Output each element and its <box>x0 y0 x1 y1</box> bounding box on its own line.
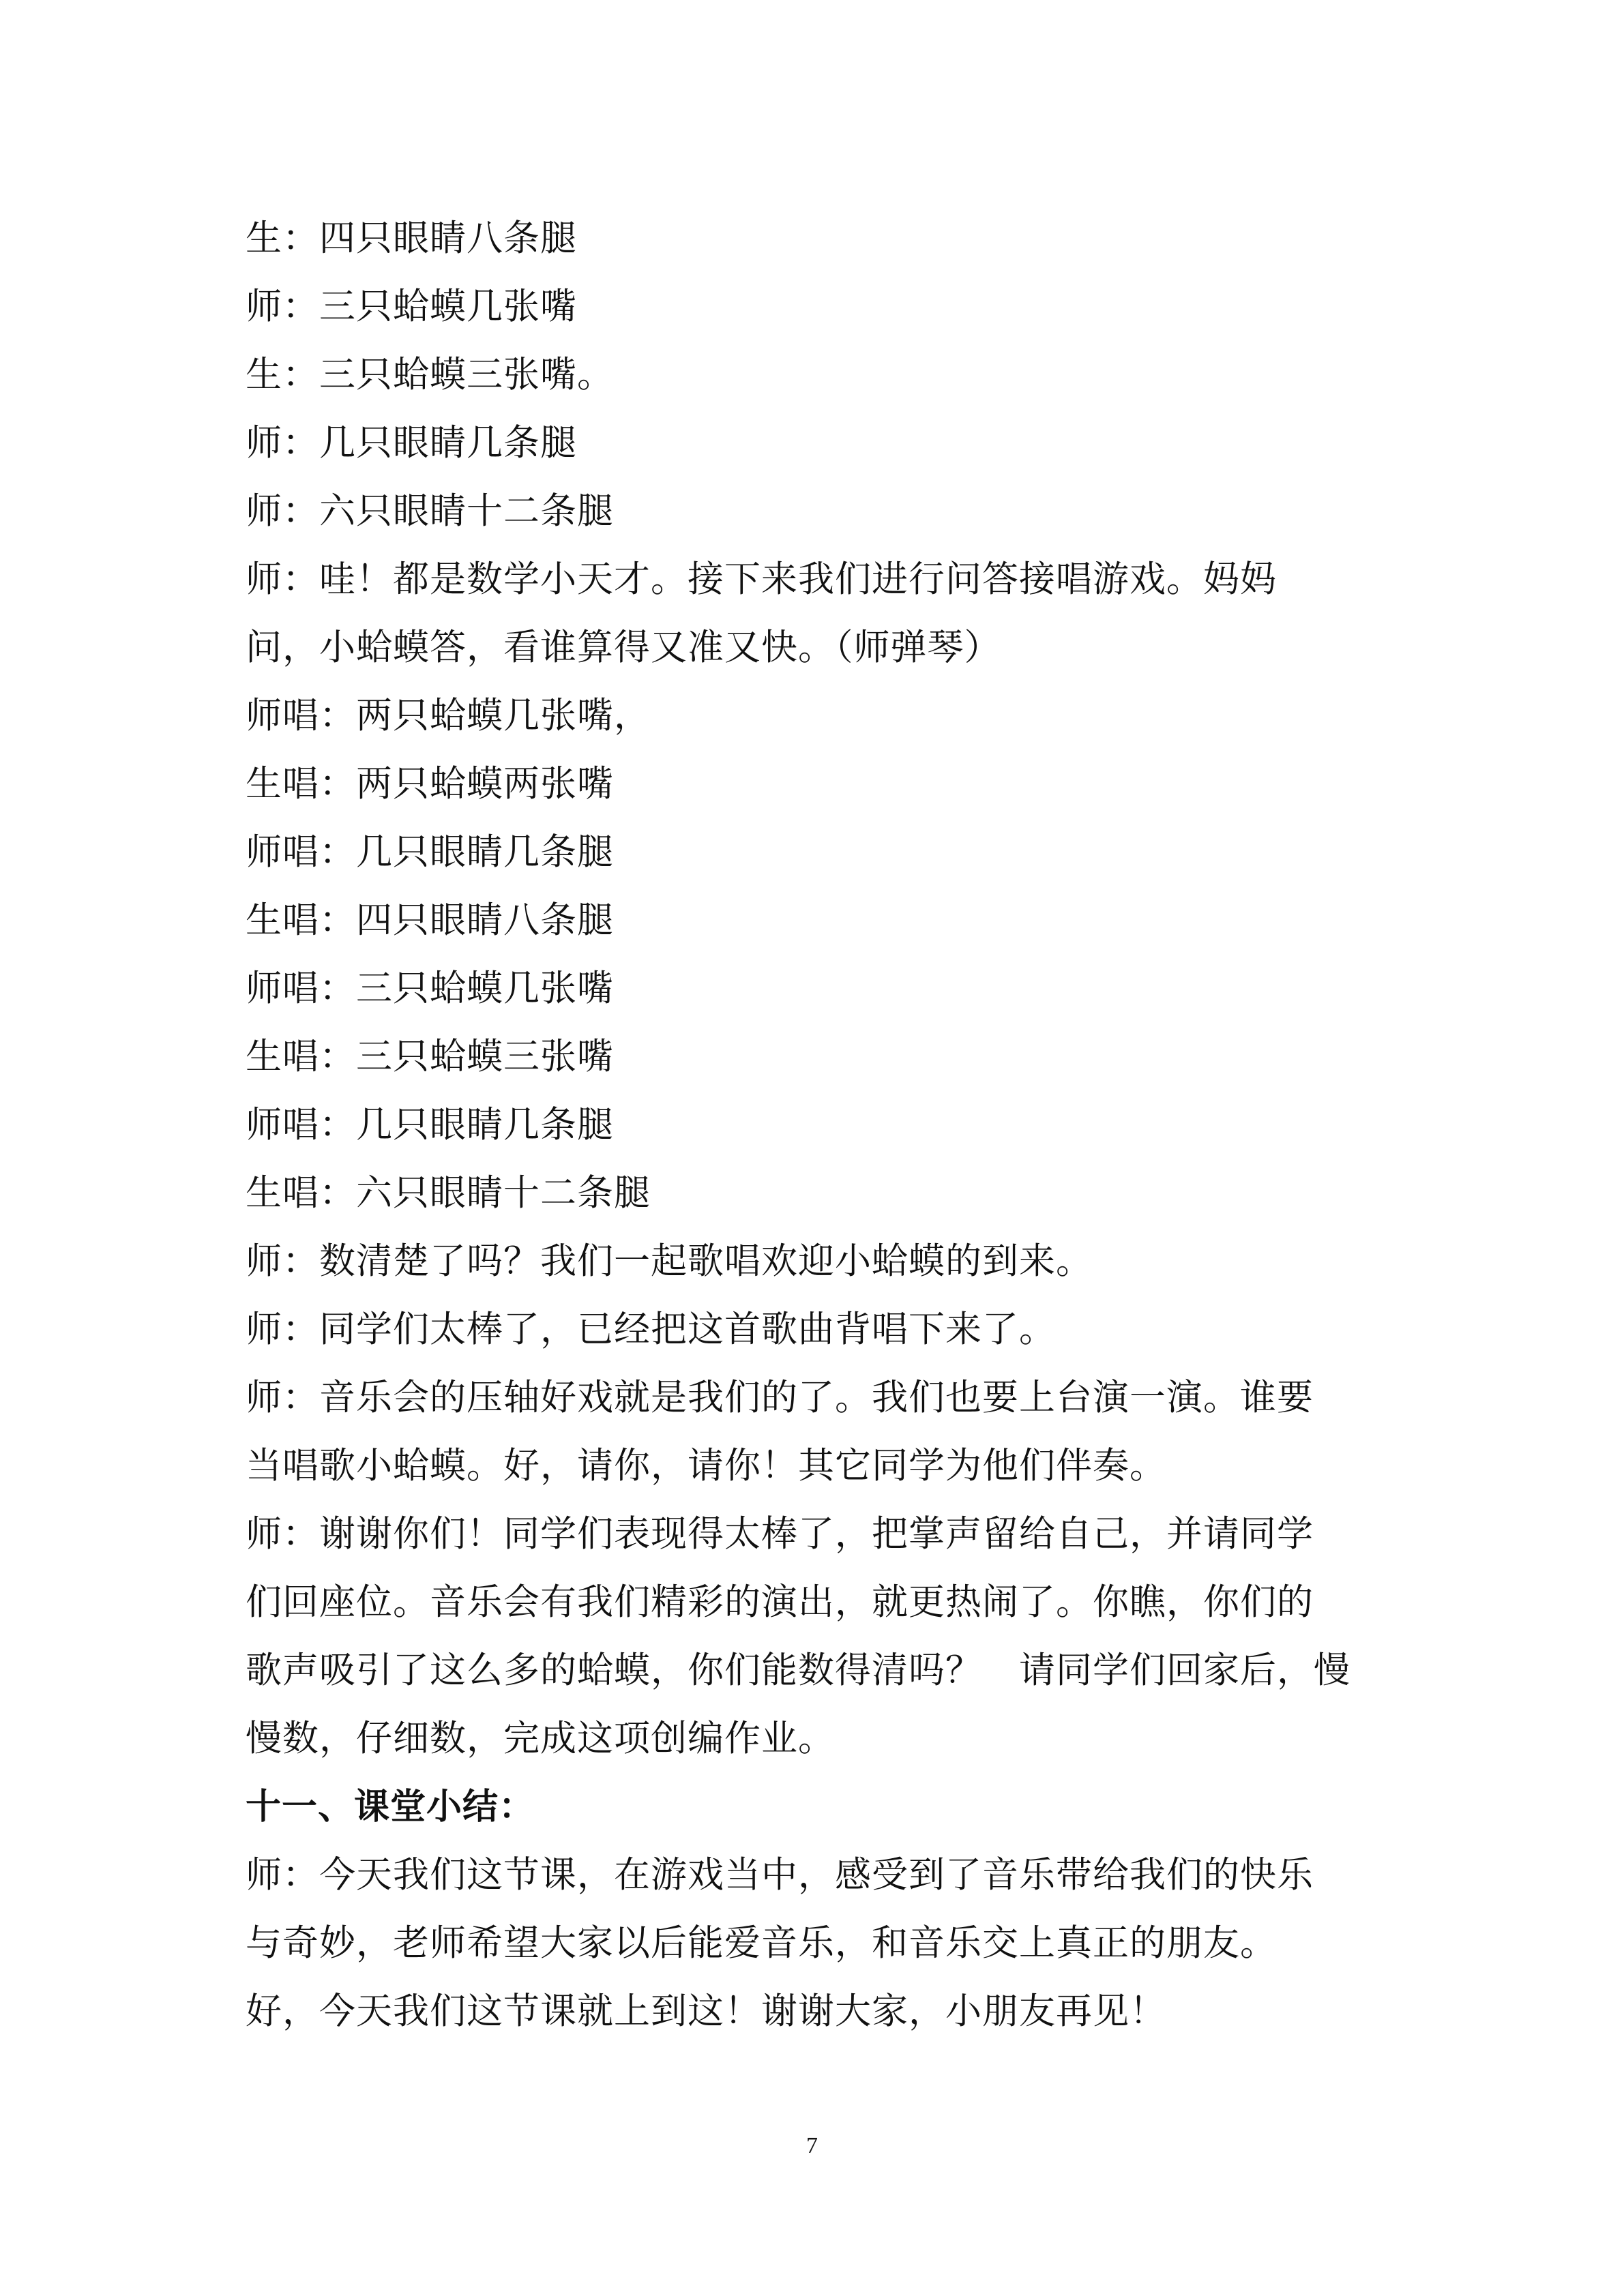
text-line: 师：几只眼睛几条腿 <box>246 422 577 464</box>
text-line: 慢数，仔细数，完成这项创编作业。 <box>246 1718 835 1759</box>
text-line: 生：三只蛤蟆三张嘴。 <box>246 354 614 396</box>
text-line: 师唱：几只眼睛几条腿 <box>246 1104 614 1146</box>
text-line: 师唱：三只蛤蟆几张嘴 <box>246 968 614 1009</box>
text-line: 师：今天我们这节课，在游戏当中，感受到了音乐带给我们的快乐 <box>246 1854 1314 1896</box>
text-line: 师：谢谢你们！同学们表现得太棒了，把掌声留给自己，并请同学 <box>246 1513 1314 1555</box>
text-line: 好，今天我们这节课就上到这！谢谢大家，小朋友再见！ <box>246 1991 1166 2032</box>
text-line: 师：数清楚了吗？我们一起歌唱欢迎小蛤蟆的到来。 <box>246 1240 1093 1282</box>
text-line: 生：四只眼睛八条腿 <box>246 218 577 259</box>
text-line: 问，小蛤蟆答，看谁算得又准又快。（师弹琴） <box>246 627 1001 668</box>
text-line: 师：哇！都是数学小天才。接下来我们进行问答接唱游戏。妈妈 <box>246 558 1277 600</box>
text-line: 生唱：两只蛤蟆两张嘴 <box>246 763 614 805</box>
text-line: 师：三只蛤蟆几张嘴 <box>246 286 577 327</box>
text-line: 生唱：四只眼睛八条腿 <box>246 899 614 941</box>
text-line: 师唱：几只眼睛几条腿 <box>246 831 614 873</box>
text-line: 歌声吸引了这么多的蛤蟆，你们能数得清吗？ 请同学们回家后，慢 <box>246 1650 1350 1691</box>
document-body <box>246 205 1391 2046</box>
text-line: 师：音乐会的压轴好戏就是我们的了。我们也要上台演一演。谁要 <box>246 1377 1314 1418</box>
text-line: 师：同学们太棒了，已经把这首歌曲背唱下来了。 <box>246 1309 1056 1350</box>
text-line: 师：六只眼睛十二条腿 <box>246 490 614 532</box>
section-heading: 十一、课堂小结： <box>246 1787 535 1828</box>
page-number: 7 <box>806 2133 818 2158</box>
text-line: 与奇妙，老师希望大家以后能爱音乐，和音乐交上真正的朋友。 <box>246 1922 1277 1964</box>
text-line: 生唱：六只眼睛十二条腿 <box>246 1172 651 1214</box>
text-line: 师唱：两只蛤蟆几张嘴， <box>246 695 651 736</box>
text-line: 们回座位。音乐会有我们精彩的演出，就更热闹了。你瞧，你们的 <box>246 1581 1314 1623</box>
text-line: 生唱：三只蛤蟆三张嘴 <box>246 1036 614 1077</box>
text-line: 当唱歌小蛤蟆。好，请你，请你！其它同学为他们伴奏。 <box>246 1445 1166 1487</box>
